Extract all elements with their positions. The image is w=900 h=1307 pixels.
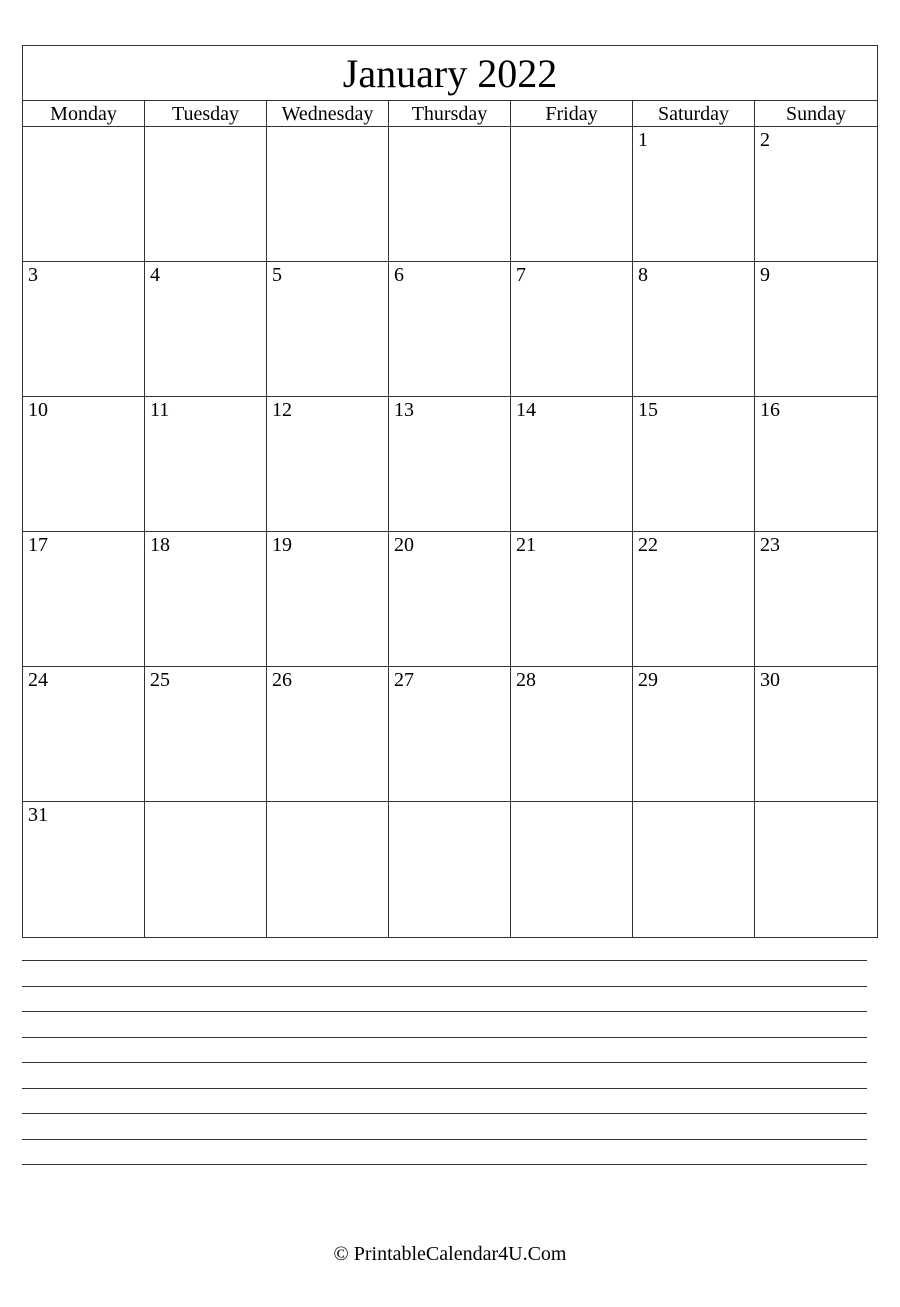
day-number: 19 [272, 534, 292, 556]
day-number: 18 [150, 534, 170, 556]
day-number: 25 [150, 669, 170, 691]
day-number: 31 [28, 804, 48, 826]
day-number: 20 [394, 534, 414, 556]
weekday-tuesday: Tuesday [145, 101, 267, 127]
note-line [22, 960, 867, 961]
day-cell [23, 802, 145, 937]
day-cell [389, 667, 511, 802]
day-number: 15 [638, 399, 658, 421]
day-cell [23, 127, 145, 262]
note-line [22, 1037, 867, 1038]
day-cell [145, 667, 267, 802]
day-cell [633, 262, 755, 397]
day-number: 4 [150, 264, 160, 286]
day-cell [389, 532, 511, 667]
note-line [22, 1139, 867, 1140]
day-number: 9 [760, 264, 770, 286]
weekday-monday: Monday [23, 101, 145, 127]
day-grid [23, 127, 877, 937]
weekday-header-row [23, 101, 877, 127]
day-number: 13 [394, 399, 414, 421]
note-line [22, 1113, 867, 1114]
day-cell [511, 262, 633, 397]
day-number: 21 [516, 534, 536, 556]
day-number: 26 [272, 669, 292, 691]
note-line [22, 1088, 867, 1089]
weekday-wednesday: Wednesday [267, 101, 389, 127]
day-cell [755, 397, 877, 532]
day-cell [145, 262, 267, 397]
day-cell [267, 397, 389, 532]
day-cell [633, 532, 755, 667]
day-cell [267, 667, 389, 802]
day-cell [145, 802, 267, 937]
day-number: 28 [516, 669, 536, 691]
day-cell [633, 397, 755, 532]
day-cell [755, 127, 877, 262]
day-cell [755, 667, 877, 802]
weekday-saturday: Saturday [633, 101, 755, 127]
day-cell [633, 802, 755, 937]
day-cell [267, 127, 389, 262]
day-number: 24 [28, 669, 48, 691]
weekday-thursday: Thursday [389, 101, 511, 127]
day-number: 14 [516, 399, 536, 421]
day-number: 22 [638, 534, 658, 556]
day-number: 6 [394, 264, 404, 286]
day-number: 23 [760, 534, 780, 556]
day-number: 5 [272, 264, 282, 286]
day-cell [267, 532, 389, 667]
day-cell [23, 667, 145, 802]
weekday-sunday: Sunday [786, 103, 846, 125]
day-cell [145, 127, 267, 262]
day-cell [23, 397, 145, 532]
day-number: 29 [638, 669, 658, 691]
day-number: 11 [150, 399, 170, 421]
day-number: 30 [760, 669, 780, 691]
day-cell [755, 802, 877, 937]
note-line [22, 1164, 867, 1165]
day-number: 27 [394, 669, 414, 691]
day-cell [389, 802, 511, 937]
footer-copyright: © PrintableCalendar4U.Com [333, 1243, 567, 1265]
day-cell [511, 532, 633, 667]
note-line [22, 1062, 867, 1063]
day-number: 1 [638, 129, 648, 151]
day-number: 12 [272, 399, 292, 421]
weekday-friday: Friday [511, 101, 633, 127]
day-cell [511, 667, 633, 802]
day-cell [633, 127, 755, 262]
day-number: 17 [28, 534, 48, 556]
day-cell [511, 127, 633, 262]
day-cell [389, 397, 511, 532]
day-cell [267, 262, 389, 397]
day-cell [267, 802, 389, 937]
day-number: 7 [516, 264, 526, 286]
day-cell [755, 262, 877, 397]
note-line [22, 1011, 867, 1012]
day-number: 10 [28, 399, 48, 421]
notes-area [22, 960, 867, 1190]
calendar-title: January 2022 [23, 46, 877, 101]
note-line [22, 986, 867, 987]
day-cell [389, 262, 511, 397]
calendar [22, 45, 878, 938]
day-cell [145, 397, 267, 532]
day-cell [389, 127, 511, 262]
day-cell [145, 532, 267, 667]
day-cell [633, 667, 755, 802]
day-number: 2 [760, 129, 770, 151]
day-number: 3 [28, 264, 38, 286]
day-cell [23, 262, 145, 397]
day-cell [23, 532, 145, 667]
day-cell [511, 397, 633, 532]
day-number: 16 [760, 399, 780, 421]
day-cell [511, 802, 633, 937]
day-cell [755, 532, 877, 667]
day-number: 8 [638, 264, 648, 286]
